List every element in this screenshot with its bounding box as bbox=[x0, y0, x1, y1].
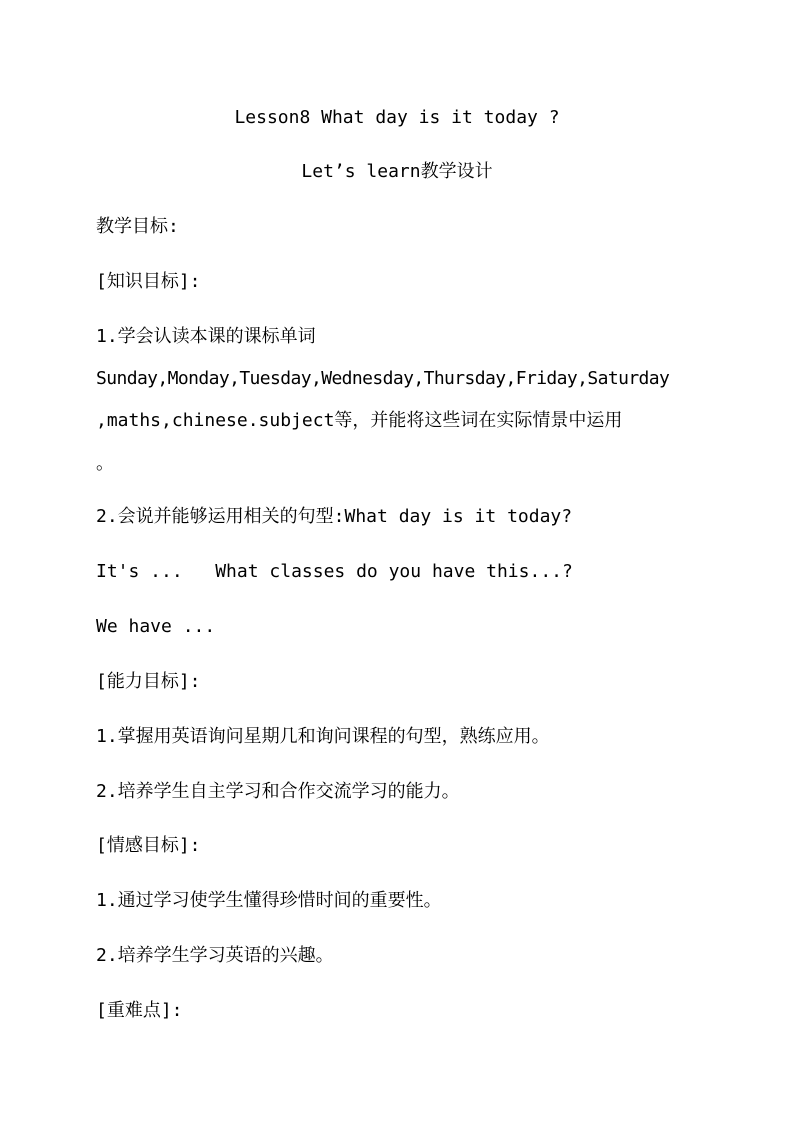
paragraph-line: It's ... What classes do you have this...? bbox=[96, 561, 573, 582]
emotional-objectives-heading: [情感目标]: bbox=[96, 835, 201, 856]
paragraph-line: 2.培养学生学习英语的兴趣。 bbox=[96, 945, 334, 966]
key-difficulties-heading: [重难点]: bbox=[96, 1000, 183, 1021]
ability-objectives-heading: [能力目标]: bbox=[96, 671, 201, 692]
knowledge-objectives-heading: [知识目标]: bbox=[96, 271, 201, 292]
paragraph-line: We have ... bbox=[96, 616, 216, 637]
teaching-objectives-heading: 教学目标: bbox=[96, 216, 179, 237]
paragraph-line: 2.培养学生自主学习和合作交流学习的能力。 bbox=[96, 781, 460, 802]
paragraph-line: Sunday,Monday,Tuesday,Wednesday,Thursday,Friday,Saturday bbox=[96, 368, 670, 389]
document-title: Lesson8 What day is it today ? bbox=[234, 107, 560, 128]
paragraph-line: 。 bbox=[96, 453, 114, 474]
paragraph-line: 2.会说并能够运用相关的句型:What day is it today? bbox=[96, 506, 573, 527]
paragraph-line: 1.通过学习使学生懂得珍惜时间的重要性。 bbox=[96, 890, 442, 911]
paragraph-line: 1.学会认读本课的课标单词 bbox=[96, 326, 316, 347]
paragraph-line: 1.掌握用英语询问星期几和询问课程的句型，熟练应用。 bbox=[96, 726, 550, 747]
paragraph-line: ,maths,chinese.subject等，并能将这些词在实际情景中运用 bbox=[96, 410, 623, 431]
document-subtitle: Let’s learn教学设计 bbox=[301, 161, 493, 182]
